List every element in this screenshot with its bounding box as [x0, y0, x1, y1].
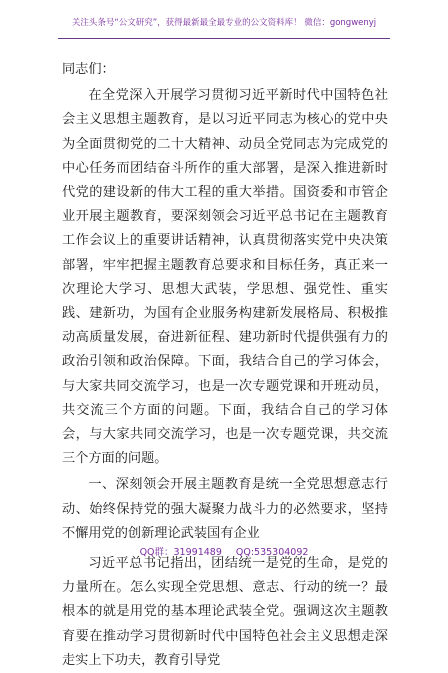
- section-heading: 一、深刻领会开展主题教育是统一全党思想意志行动、始终保持党的强大凝聚力战斗力的必然要求，坚持不懈用党的创新理论武装国有企业: [62, 477, 388, 541]
- footer-qq-number: QQ:535304092: [235, 547, 309, 558]
- footer: [0, 544, 448, 558]
- header-banner: 关注头条号“公文研究”，获得最新最全最专业的公文资料库！ 微信：gongwenyj: [71, 18, 377, 28]
- document-body: [62, 58, 388, 673]
- header-divider: [58, 38, 390, 39]
- body-paragraph: 在全党深入开展学习贯彻习近平新时代中国特色社会主义思想主题教育，是以习近平同志为核心的党中央为全面贯彻党的二十大精神、动员全党同志为完成党的中心任务而团结奋斗所作的重大部署，是深入推进新时代党的建设新的伟大工程的重大举措。国资委和市管企业开展主题教育，要深刻领会习近平总书记在主题教育工作会议上的重要讲话精神，认真贯彻落实党中央决策部署，牢牢把握主题教育总要求和目标任务，真正来一次理论大学习、思想大武装，学思想、强党性、重实践、建新功，为国有企业服务构建新发展格局、积极推动高质量发展，奋进新征程、建功新时代提供强有力的政治引领和政治保障。下面，我结合自己的学习体会，与大家共同交流学习，也是一次专题党课和开班动员，共交流三个方面的问题。下面，我结合自己的学习体会，与大家共同交流学习，也是一次专题党课，共交流三个方面的问题。: [62, 88, 388, 467]
- body-paragraph: 习近平总书记指出，团结统一是党的生命，是党的力量所在。怎么实现全党思想、意志、行动的统一？最根本的就是用党的基本理论武装全党。强调这次主题教育要在推动学习贯彻新时代中国特色社会主义思想走深走实上下功夫，教育引导党: [62, 556, 388, 668]
- footer-qq-group: QQ群：31991489: [139, 547, 222, 558]
- salutation: 同志们：: [62, 62, 115, 77]
